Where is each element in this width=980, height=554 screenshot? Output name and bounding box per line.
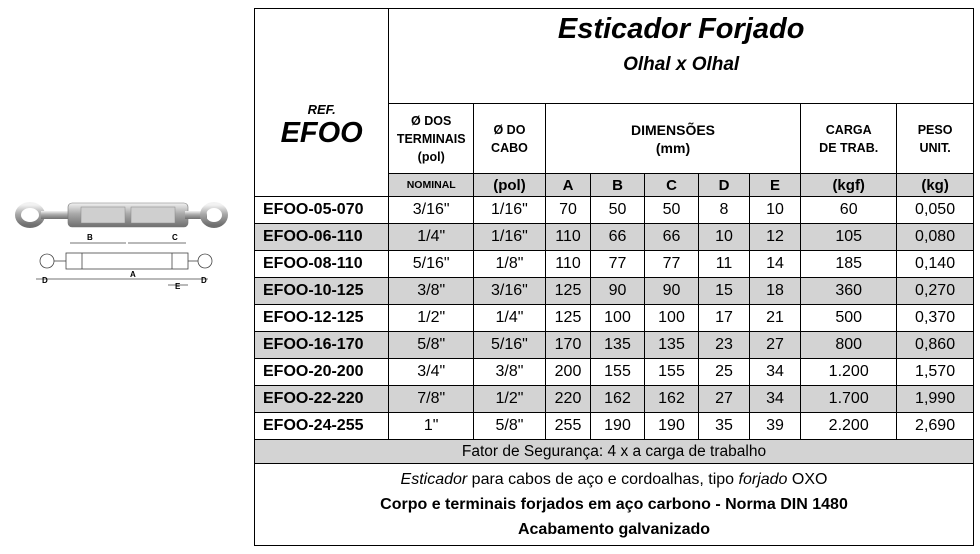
dimension-label-e: E [175,282,181,290]
notes-line-2: Corpo e terminais forjados em aço carbono - Norma DIN 1480 [380,496,848,514]
turnbuckle-photo [18,203,225,227]
unit-c: C [644,174,699,197]
row-value: 5/8" [389,332,474,359]
spec-table [254,8,974,546]
row-value: 1/2" [389,305,474,332]
row-value: 3/16" [389,197,474,224]
unit-kg: (kg) [897,174,974,197]
row-value: 10 [749,197,800,224]
notes-line-3: Acabamento galvanizado [517,521,711,539]
row-value: 162 [644,386,699,413]
row-value: 5/16" [474,332,546,359]
row-value: 0,050 [897,197,974,224]
row-value: 27 [749,332,800,359]
unit-e: E [749,174,800,197]
ref-header [255,9,389,197]
row-value: 3/16" [474,278,546,305]
row-value: 100 [591,305,645,332]
unit-b: B [591,174,645,197]
row-value: 3/8" [389,278,474,305]
table-body [255,197,974,440]
header-dimensoes: DIMENSÕES (mm) [545,104,800,174]
row-value: 0,080 [897,224,974,251]
row-value: 200 [545,359,590,386]
row-value: 3/4" [389,359,474,386]
header-do-cabo: Ø DO CABO [474,104,546,174]
unit-d: D [699,174,749,197]
row-value: 77 [591,251,645,278]
header-peso: PESO UNIT. [897,104,974,174]
table-row [255,224,974,251]
row-value: 39 [749,413,800,440]
turnbuckle-illustration [8,195,230,290]
row-value: 8 [699,197,749,224]
row-value: 60 [801,197,897,224]
row-value: 125 [545,278,590,305]
dimension-label-d-left: D [42,276,48,285]
row-value: 14 [749,251,800,278]
row-value: 34 [749,359,800,386]
row-value: 18 [749,278,800,305]
row-ref-code: EFOO-12-125 [255,305,389,332]
row-value: 135 [591,332,645,359]
table-row [255,386,974,413]
row-ref-code: EFOO-08-110 [255,251,389,278]
row-value: 66 [644,224,699,251]
row-value: 2.200 [801,413,897,440]
table-row [255,305,974,332]
row-value: 1/8" [474,251,546,278]
row-ref-code: EFOO-20-200 [255,359,389,386]
row-ref-code: EFOO-24-255 [255,413,389,440]
table-row [255,413,974,440]
row-value: 110 [545,251,590,278]
ref-code: EFOO [280,117,363,150]
row-value: 1,570 [897,359,974,386]
row-value: 2,690 [897,413,974,440]
row-value: 500 [801,305,897,332]
row-value: 1/4" [474,305,546,332]
row-value: 190 [644,413,699,440]
row-value: 1.700 [801,386,897,413]
row-ref-code: EFOO-22-220 [255,386,389,413]
row-ref-code: EFOO-05-070 [255,197,389,224]
table-row [255,359,974,386]
dimension-label-d-right: D [201,276,207,285]
row-value: 110 [545,224,590,251]
row-value: 1" [389,413,474,440]
row-value: 800 [801,332,897,359]
row-value: 90 [644,278,699,305]
page-title: Esticador Forjado [557,13,805,45]
row-value: 105 [801,224,897,251]
table-row [255,251,974,278]
row-value: 77 [644,251,699,278]
row-value: 170 [545,332,590,359]
row-value: 66 [591,224,645,251]
unit-pol: (pol) [474,174,546,197]
row-value: 220 [545,386,590,413]
dimension-label-c: C [172,233,178,242]
row-ref-code: EFOO-06-110 [255,224,389,251]
row-value: 255 [545,413,590,440]
row-value: 100 [644,305,699,332]
row-value: 135 [644,332,699,359]
row-value: 15 [699,278,749,305]
row-value: 155 [591,359,645,386]
row-value: 50 [644,197,699,224]
page-subtitle: Olhal x Olhal [623,54,740,75]
row-value: 155 [644,359,699,386]
dimension-label-a: A [130,270,136,279]
header-carga: CARGA DE TRAB. [801,104,897,174]
row-value: 50 [591,197,645,224]
row-value: 185 [801,251,897,278]
row-value: 12 [749,224,800,251]
title-cell [389,9,974,104]
row-value: 17 [699,305,749,332]
row-value: 1,990 [897,386,974,413]
turnbuckle-drawing [36,243,212,285]
unit-kgf: (kgf) [801,174,897,197]
row-value: 11 [699,251,749,278]
row-value: 0,270 [897,278,974,305]
row-value: 0,860 [897,332,974,359]
table-row [255,278,974,305]
row-value: 1/16" [474,224,546,251]
row-value: 23 [699,332,749,359]
row-value: 27 [699,386,749,413]
unit-a: A [545,174,590,197]
table-row [255,332,974,359]
safety-factor: Fator de Segurança: 4 x a carga de trabalho [255,440,974,464]
row-value: 1/4" [389,224,474,251]
dimension-label-b: B [87,233,93,242]
row-value: 7/8" [389,386,474,413]
row-value: 10 [699,224,749,251]
unit-nominal: NOMINAL [389,174,474,197]
row-value: 21 [749,305,800,332]
row-ref-code: EFOO-10-125 [255,278,389,305]
product-notes [255,464,974,546]
row-value: 0,140 [897,251,974,278]
row-value: 0,370 [897,305,974,332]
row-value: 5/8" [474,413,546,440]
row-value: 360 [801,278,897,305]
header-dos-terminais: Ø DOS TERMINAIS (pol) [389,104,474,174]
row-value: 1/16" [474,197,546,224]
row-value: 3/8" [474,359,546,386]
ref-label: REF. [307,102,336,118]
notes-line-1: Esticador para cabos de aço e cordoalhas, tipo forjado OXO [400,471,828,489]
row-ref-code: EFOO-16-170 [255,332,389,359]
row-value: 70 [545,197,590,224]
row-value: 190 [591,413,645,440]
row-value: 35 [699,413,749,440]
row-value: 5/16" [389,251,474,278]
table-row [255,197,974,224]
row-value: 90 [591,278,645,305]
row-value: 25 [699,359,749,386]
row-value: 1.200 [801,359,897,386]
row-value: 125 [545,305,590,332]
row-value: 34 [749,386,800,413]
row-value: 1/2" [474,386,546,413]
row-value: 162 [591,386,645,413]
